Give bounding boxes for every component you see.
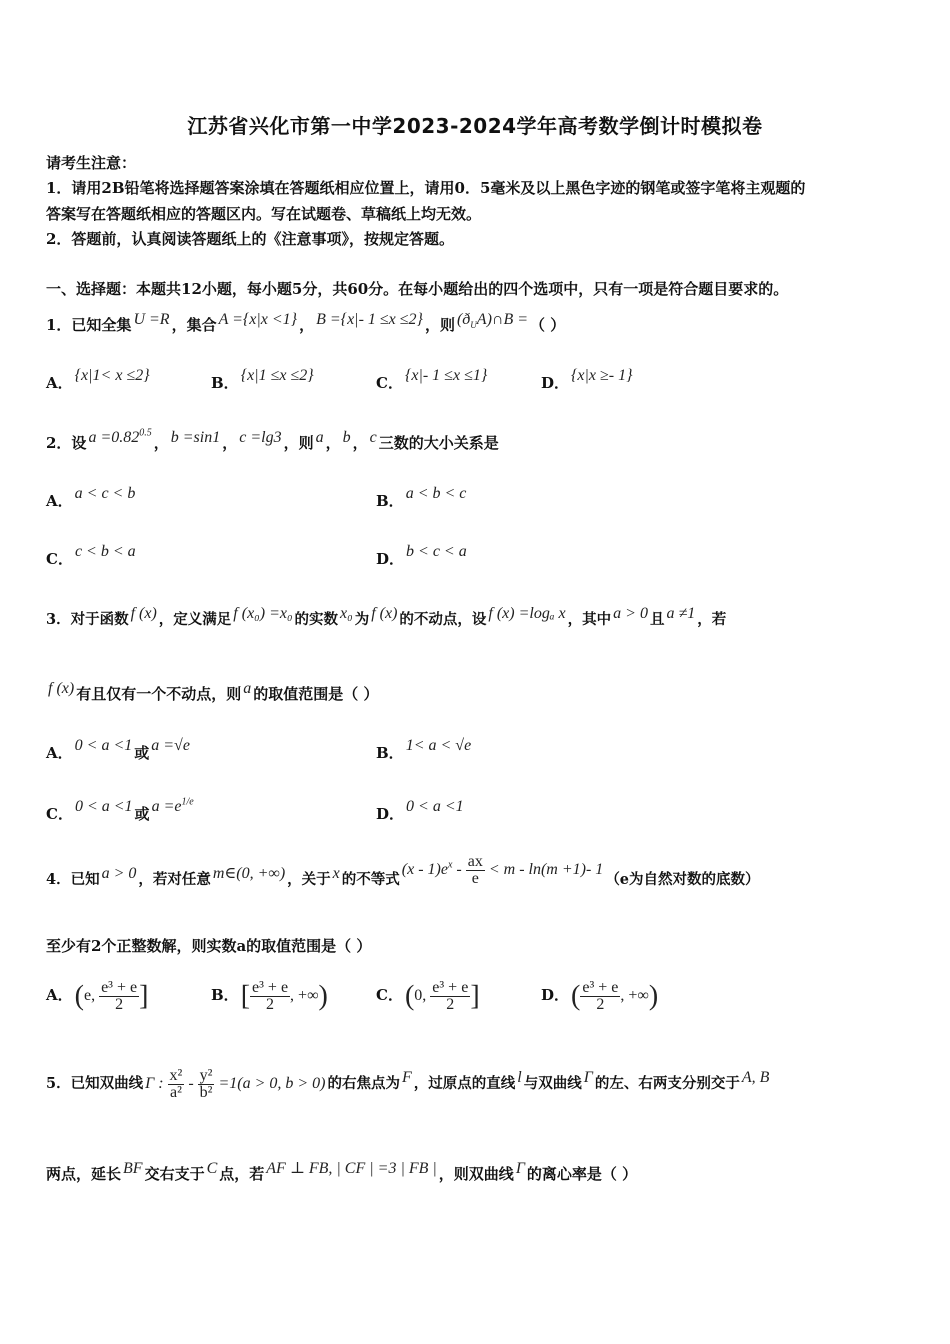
question-3: 3．对于函数 f (x) ，定义满足 f (x₀) =x₀ 的实数 x₀ 为 f (x) 的不动点，设 f (x) =logₐ x ，其中 a > 0 且 a ≠1 ，若: [46, 605, 727, 628]
question-5: 5．已知双曲线 Γ : $\frac{\text{x²}}{\text{a²}}$ - $\frac{\text{y²}}{\text{b²}}$ =1(a > 0, b > 0) 的右焦点为 F ，过原点的直线 l 与双曲线 Γ 的左、右两支分别交于 A, B: [46, 1067, 770, 1101]
q3-option-b: B． 1< a < √e: [376, 737, 472, 762]
page-title: 江苏省兴化市第一中学2023-2024学年高考数学倒计时模拟卷: [187, 114, 763, 138]
q2-option-b: B． a < b < c: [376, 485, 467, 510]
q2-option-c: C． c < b < a: [46, 543, 136, 568]
q3-option-c: C． 0 < a <1 或 $a =e^{1/e}$: [46, 796, 194, 823]
q3-fixed-point-def: f (x₀) =x₀: [233, 605, 293, 622]
q1-option-b: B． {x|1 ≤x ≤2}: [211, 367, 314, 392]
question-5-line-2: 两点，延长 BF 交右支于 C 点，若 AF ⊥ FB, | CF | =3 | FB | ，则双曲线 Γ 的离心率是（ ）: [46, 1160, 638, 1183]
q3-option-a: A． 0 < a <1 或 a =√e: [46, 737, 190, 762]
q1-text: ，则: [424, 316, 455, 334]
q1-text: ，集合: [171, 316, 217, 334]
q4-option-d: D．( $\frac{\text{e³ + e}}{2}$ , +∞): [541, 979, 659, 1013]
q1-universal-set: U =R: [133, 311, 170, 328]
q1-expression: $(ð_UA)\cap B$ =: [456, 311, 529, 331]
q2-a-def: $a =0.82^{0.5}$: [88, 427, 152, 446]
q1-text: ，: [299, 316, 315, 334]
q1-text: 1．已知全集: [46, 316, 132, 334]
q1-option-d: D． {x|x ≥- 1}: [541, 367, 633, 392]
q1-set-b: B ={x|- 1 ≤x ≤2}: [316, 311, 423, 328]
q4-option-a: A．(e, $\frac{\text{e³ + e}}{2}$ ]: [46, 979, 149, 1013]
section-heading: 一、选择题：本题共12小题，每小题5分，共60分。在每小题给出的四个选项中，只有一项是符合题目要求的。: [46, 280, 789, 298]
question-4-line-2: 至少有2个正整数解，则实数a的取值范围是（ ）: [46, 937, 372, 955]
q2-c-def: c =lg3: [239, 429, 282, 446]
q4-inequality: $(x - 1)e^x$ - $\frac{ax}{e}$ < m - ln(m +1)- 1: [401, 853, 604, 887]
question-1: [46, 311, 566, 336]
q1-option-c: C． {x|- 1 ≤x ≤1}: [376, 367, 488, 392]
q1-set-a: A ={x|x <1}: [218, 311, 298, 328]
q3-function-def: f (x) =logₐ x: [488, 605, 566, 622]
question-2: 2．设 $a =0.82^{0.5}$， b =sin1 ， c =lg3 ，则 a ， b ， c 三数的大小关系是: [46, 427, 499, 452]
question-3-line-2: f (x) 有且仅有一个不动点，则 a 的取值范围是（ ）: [48, 680, 379, 703]
notice-heading: 请考生注意：: [46, 154, 137, 172]
q5-condition: AF ⊥ FB, | CF | =3 | FB |: [266, 1160, 437, 1177]
notice-line-1: 1．请用2B铅笔将选择题答案涂填在答题纸相应位置上，请用0．5毫米及以上黑色字迹的钢笔或签字笔将主观题的: [46, 179, 806, 197]
q3-option-d: D． 0 < a <1: [376, 798, 464, 823]
q1-option-a: A． {x|1< x ≤2}: [46, 367, 150, 392]
notice-line-3: 2．答题前，认真阅读答题纸上的《注意事项》，按规定答题。: [46, 230, 454, 248]
q2-option-a: A． a < c < b: [46, 485, 136, 510]
q2-option-d: D． b < c < a: [376, 543, 467, 568]
q2-b-def: b =sin1: [170, 429, 221, 446]
question-4: 4．已知 a > 0 ，若对任意 m∈(0, +∞) ，关于 x 的不等式$(x - 1)e^x$ - $\frac{ax}{e}$ < m - ln(m +1)- 1（e为自然对数的底数）: [46, 853, 760, 889]
q4-option-b: B．[ $\frac{\text{e³ + e}}{2}$ , +∞): [211, 979, 328, 1013]
notice-line-2: 答案写在答题纸相应的答题区内。写在试题卷、草稿纸上均无效。: [46, 205, 482, 223]
q4-option-c: C．(0, $\frac{\text{e³ + e}}{2}$ ]: [376, 979, 480, 1013]
q1-paren: （ ）: [530, 316, 566, 334]
q5-hyperbola: Γ : $\frac{\text{x²}}{\text{a²}}$ - $\frac{\text{y²}}{\text{b²}}$ =1(a > 0, b > 0): [145, 1067, 326, 1101]
